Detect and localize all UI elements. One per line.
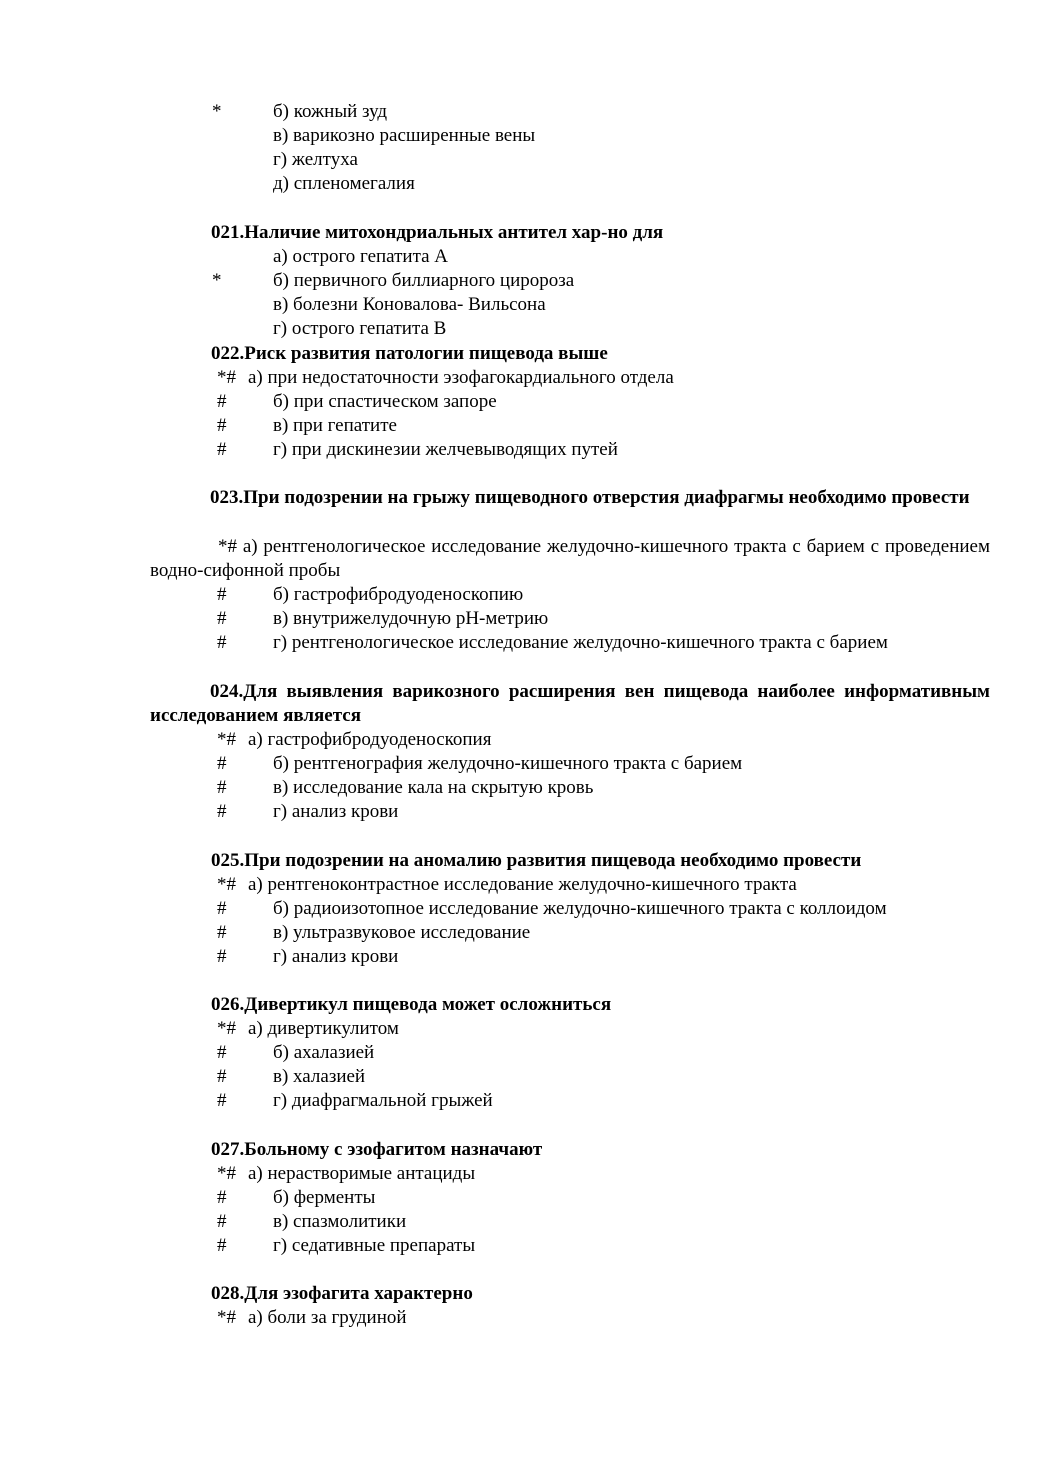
answer-marker: *# xyxy=(217,367,236,388)
answer-marker: # xyxy=(217,1235,227,1256)
answer-option: б) при спастическом запоре xyxy=(273,391,497,412)
answer-marker: # xyxy=(217,946,227,967)
answer-marker: # xyxy=(217,777,227,798)
answer-option xyxy=(150,535,990,583)
question-heading: 026.Дивертикул пищевода может осложниться xyxy=(211,994,612,1015)
answer-marker: # xyxy=(217,415,227,436)
answer-marker: # xyxy=(217,1211,227,1232)
answer-marker: # xyxy=(217,439,227,460)
answer-option: а) дивертикулитом xyxy=(248,1018,399,1039)
answer-option: а) рентгеноконтрастное исследование желудочно-кишечного тракта xyxy=(248,874,797,895)
answer-marker: # xyxy=(217,898,227,919)
answer-marker: # xyxy=(217,801,227,822)
answer-marker: *# xyxy=(217,1018,236,1039)
answer-marker: # xyxy=(217,632,227,653)
answer-option: а) нерастворимые антациды xyxy=(248,1163,476,1184)
answer-option: г) анализ крови xyxy=(273,801,399,822)
answer-marker: # xyxy=(217,1090,227,1111)
answer-marker: *# xyxy=(218,536,237,557)
question-heading: 028.Для эзофагита характерно xyxy=(211,1283,473,1304)
answer-option: д) спленомегалия xyxy=(273,173,415,194)
answer-option: г) анализ крови xyxy=(273,946,399,967)
answer-option: в) халазией xyxy=(273,1066,366,1087)
answer-option: г) диафрагмальной грыжей xyxy=(273,1090,493,1111)
answer-option: в) спазмолитики xyxy=(273,1211,407,1232)
answer-option: г) при дискинезии желчевыводящих путей xyxy=(273,439,618,460)
question-heading: 024.Для выявления варикозного расширения вен пищевода наиболее информативным исследованием является xyxy=(150,681,990,726)
question-heading: 025.При подозрении на аномалию развития пищевода необходимо провести xyxy=(211,850,862,871)
answer-option: в) исследование кала на скрытую кровь xyxy=(273,777,594,798)
answer-option: б) первичного биллиарного циророза xyxy=(273,270,575,291)
answer-option: б) радиоизотопное исследование желудочно-кишечного тракта с коллоидом xyxy=(273,898,887,919)
answer-option: в) внутрижелудочную рН-метрию xyxy=(273,608,549,629)
answer-marker: * xyxy=(212,101,222,122)
answer-option: в) ультразвуковое исследование xyxy=(273,922,531,943)
answer-marker: # xyxy=(217,1066,227,1087)
answer-marker: *# xyxy=(217,1163,236,1184)
answer-marker: # xyxy=(217,1042,227,1063)
answer-option: а) при недостаточности эзофагокардиального отдела xyxy=(248,367,674,388)
answer-option: г) желтуха xyxy=(273,149,358,170)
answer-option: б) гастрофибродуоденоскопию xyxy=(273,584,524,605)
answer-option: б) ферменты xyxy=(273,1187,376,1208)
question-heading: 022.Риск развития патологии пищевода выше xyxy=(211,343,608,364)
answer-option: в) варикозно расширенные вены xyxy=(273,125,536,146)
answer-option: г) седативные препараты xyxy=(273,1235,476,1256)
answer-option: в) болезни Коновалова- Вильсона xyxy=(273,294,546,315)
answer-option: б) рентгенография желудочно-кишечного тракта с барием xyxy=(273,753,743,774)
answer-option: г) рентгенологическое исследование желудочно-кишечного тракта с барием xyxy=(273,632,888,653)
answer-option: а) острого гепатита А xyxy=(273,246,449,267)
question-heading: 027.Больному с эзофагитом назначают xyxy=(211,1139,543,1160)
answer-marker: # xyxy=(217,753,227,774)
answer-option: в) при гепатите xyxy=(273,415,397,436)
answer-option: б) кожный зуд xyxy=(273,101,388,122)
question-heading: 021.Наличие митохондриальных антител хар-но для xyxy=(211,222,664,243)
answer-marker: # xyxy=(217,584,227,605)
answer-marker: * xyxy=(212,270,222,291)
answer-option: а) гастрофибродуоденоскопия xyxy=(248,729,492,750)
answer-option: а) боли за грудиной xyxy=(248,1307,407,1328)
question-heading: 023.При подозрении на грыжу пищеводного отверстия диафрагмы необходимо провести xyxy=(210,487,970,508)
answer-marker: *# xyxy=(217,729,236,750)
answer-marker: # xyxy=(217,1187,227,1208)
answer-marker: *# xyxy=(217,874,236,895)
answer-option: г) острого гепатита В xyxy=(273,318,447,339)
answer-marker: # xyxy=(217,391,227,412)
answer-marker: *# xyxy=(217,1307,236,1328)
answer-option: б) ахалазией xyxy=(273,1042,375,1063)
answer-text: а) рентгенологическое исследование желудочно-кишечного тракта с барием с проведением водно-сифонной пробы xyxy=(150,536,990,581)
answer-marker: # xyxy=(217,608,227,629)
answer-marker: # xyxy=(217,922,227,943)
